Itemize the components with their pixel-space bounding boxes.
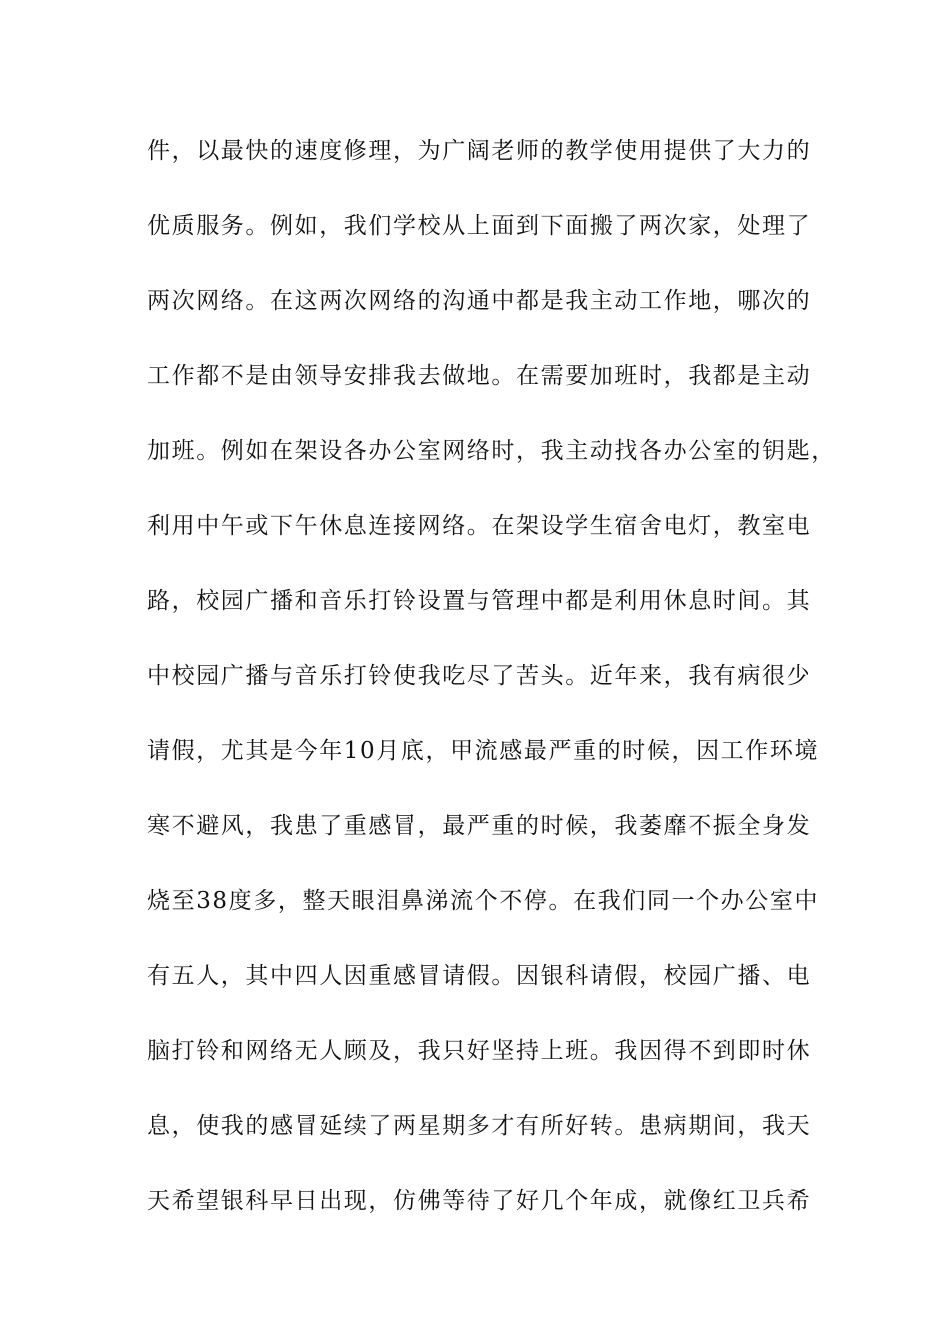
text-line-11: 烧至38度多，整天眼泪鼻涕流个不停。在我们同一个办公室中: [147, 888, 820, 914]
text-line-9: 请假，尤其是今年10月底，甲流感最严重的时候，因工作环境: [147, 738, 820, 764]
text-line-4: 工作都不是由领导安排我去做地。在需要加班时，我都是主动: [147, 363, 812, 389]
text-line-15: 天希望银科早日出现，仿佛等待了好几个年成，就像红卫兵希: [147, 1188, 812, 1214]
text-line-7: 路，校园广播和音乐打铃设置与管理中都是利用休息时间。其: [147, 588, 812, 614]
text-line-10: 寒不避风，我患了重感冒，最严重的时候，我萎靡不振全身发: [147, 813, 812, 839]
text-line-1: 件，以最快的速度修理，为广阔老师的教学使用提供了大力的: [147, 138, 812, 164]
text-line-5: 加班。例如在架设各办公室网络时，我主动找各办公室的钥匙，: [147, 438, 836, 464]
body-text: [147, 132, 836, 1257]
text-line-6: 利用中午或下午休息连接网络。在架设学生宿舍电灯，教室电: [147, 513, 812, 539]
text-line-13: 脑打铃和网络无人顾及，我只好坚持上班。我因得不到即时休: [147, 1038, 812, 1064]
text-line-3: 两次网络。在这两次网络的沟通中都是我主动工作地，哪次的: [147, 288, 812, 314]
text-line-8: 中校园广播与音乐打铃使我吃尽了苦头。近年来，我有病很少: [147, 663, 812, 689]
text-line-14: 息，使我的感冒延续了两星期多才有所好转。患病期间，我天: [147, 1113, 812, 1139]
text-line-12: 有五人，其中四人因重感冒请假。因银科请假，校园广播、电: [147, 963, 812, 989]
text-line-2: 优质服务。例如，我们学校从上面到下面搬了两次家，处理了: [147, 213, 812, 239]
